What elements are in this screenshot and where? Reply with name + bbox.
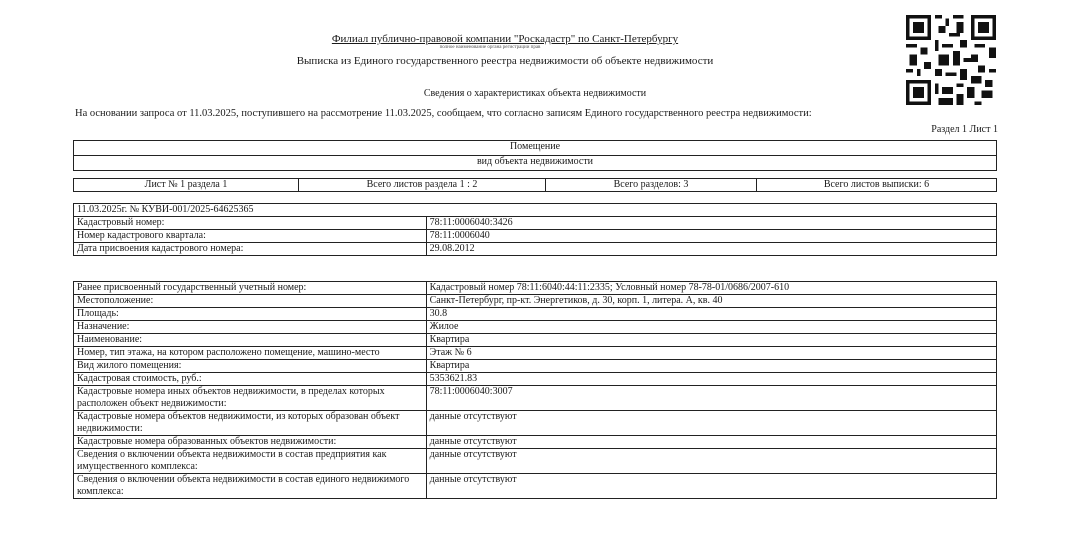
table-row: [74, 449, 997, 474]
sheets-in-section: Всего листов раздела 1 : 2: [299, 179, 546, 192]
row-label: Кадастровые номера иных объектов недвижимости, в пределах которых расположен объект недвижимости:: [74, 386, 427, 411]
table-row: [74, 373, 997, 386]
table-row: [74, 436, 997, 449]
table-row: [74, 308, 997, 321]
qr-code-icon: [906, 15, 996, 105]
organization-caption: полное наименование органа регистрации прав: [439, 45, 541, 50]
row-label: Номер кадастрового квартала:: [74, 230, 427, 243]
row-value: данные отсутствуют: [426, 411, 996, 436]
row-label: Ранее присвоенный государственный учетный номер:: [74, 282, 427, 295]
table-row: [74, 334, 997, 347]
row-value: данные отсутствуют: [426, 474, 996, 499]
table-row: [74, 217, 997, 230]
row-value: Этаж № 6: [426, 347, 996, 360]
row-value: 78:11:0006040: [426, 230, 996, 243]
row-label: Дата присвоения кадастрового номера:: [74, 243, 427, 256]
row-label: Площадь:: [74, 308, 427, 321]
row-label: Сведения о включении объекта недвижимости в состав предприятия как имущественного комплекса:: [74, 449, 427, 474]
table-row: [74, 474, 997, 499]
organization-name: Филиал публично-правовой компании "Роскадастр" по Санкт-Петербургу: [331, 33, 679, 45]
extract-sheets-total: Всего листов выписки: 6: [757, 179, 997, 192]
row-value: данные отсутствуют: [426, 436, 996, 449]
table-row: [74, 282, 997, 295]
row-value: Квартира: [426, 334, 996, 347]
row-value: 78:11:0006040:3426: [426, 217, 996, 230]
row-label: Кадастровые номера образованных объектов недвижимости:: [74, 436, 427, 449]
info-title: Сведения о характеристиках объекта недвижимости: [423, 88, 647, 99]
table-row: [74, 243, 997, 256]
row-label: Назначение:: [74, 321, 427, 334]
row-label: Номер, тип этажа, на котором расположено помещение, машино-место: [74, 347, 427, 360]
row-value: 30.8: [426, 308, 996, 321]
table-row: [74, 386, 997, 411]
row-label: Сведения о включении объекта недвижимости в состав единого недвижимого комплекса:: [74, 474, 427, 499]
sheet-number: Лист № 1 раздела 1: [74, 179, 299, 192]
row-label: Вид жилого помещения:: [74, 360, 427, 373]
row-value: Санкт-Петербург, пр-кт. Энергетиков, д. 30, корп. 1, литера. А, кв. 40: [426, 295, 996, 308]
table-row: [74, 321, 997, 334]
table-row: [74, 230, 997, 243]
identity-table: [73, 203, 997, 256]
details-table: [73, 281, 997, 499]
row-label: Местоположение:: [74, 295, 427, 308]
table-row: [74, 295, 997, 308]
row-value: 5353621.83: [426, 373, 996, 386]
sheet-info-table: [73, 178, 997, 192]
request-text: На основании запроса от 11.03.2025, поступившего на рассмотрение 11.03.2025, сообщаем, что согласно записям Единого государственного реестра недвижимости:: [75, 108, 812, 119]
object-type: Помещение: [74, 141, 997, 156]
extract-title: Выписка из Единого государственного реестра недвижимости об объекте недвижимости: [296, 55, 714, 67]
table-row: [74, 347, 997, 360]
row-label: Наименование:: [74, 334, 427, 347]
row-value: Кадастровый номер 78:11:6040:44:11:2335; Условный номер 78-78-01/0686/2007-610: [426, 282, 996, 295]
request-number: 11.03.2025г. № КУВИ-001/2025-64625365: [74, 204, 997, 217]
row-value: 78:11:0006040:3007: [426, 386, 996, 411]
row-value: 29.08.2012: [426, 243, 996, 256]
table-row: [74, 411, 997, 436]
row-label: Кадастровая стоимость, руб.:: [74, 373, 427, 386]
table-row: [74, 360, 997, 373]
row-label: Кадастровые номера объектов недвижимости, из которых образован объект недвижимости:: [74, 411, 427, 436]
row-value: Квартира: [426, 360, 996, 373]
section-label: Раздел 1 Лист 1: [931, 124, 998, 135]
sections-total: Всего разделов: 3: [546, 179, 757, 192]
object-type-table: [73, 140, 997, 171]
row-label: Кадастровый номер:: [74, 217, 427, 230]
row-value: данные отсутствуют: [426, 449, 996, 474]
object-type-caption: вид объекта недвижимости: [74, 156, 997, 171]
row-value: Жилое: [426, 321, 996, 334]
